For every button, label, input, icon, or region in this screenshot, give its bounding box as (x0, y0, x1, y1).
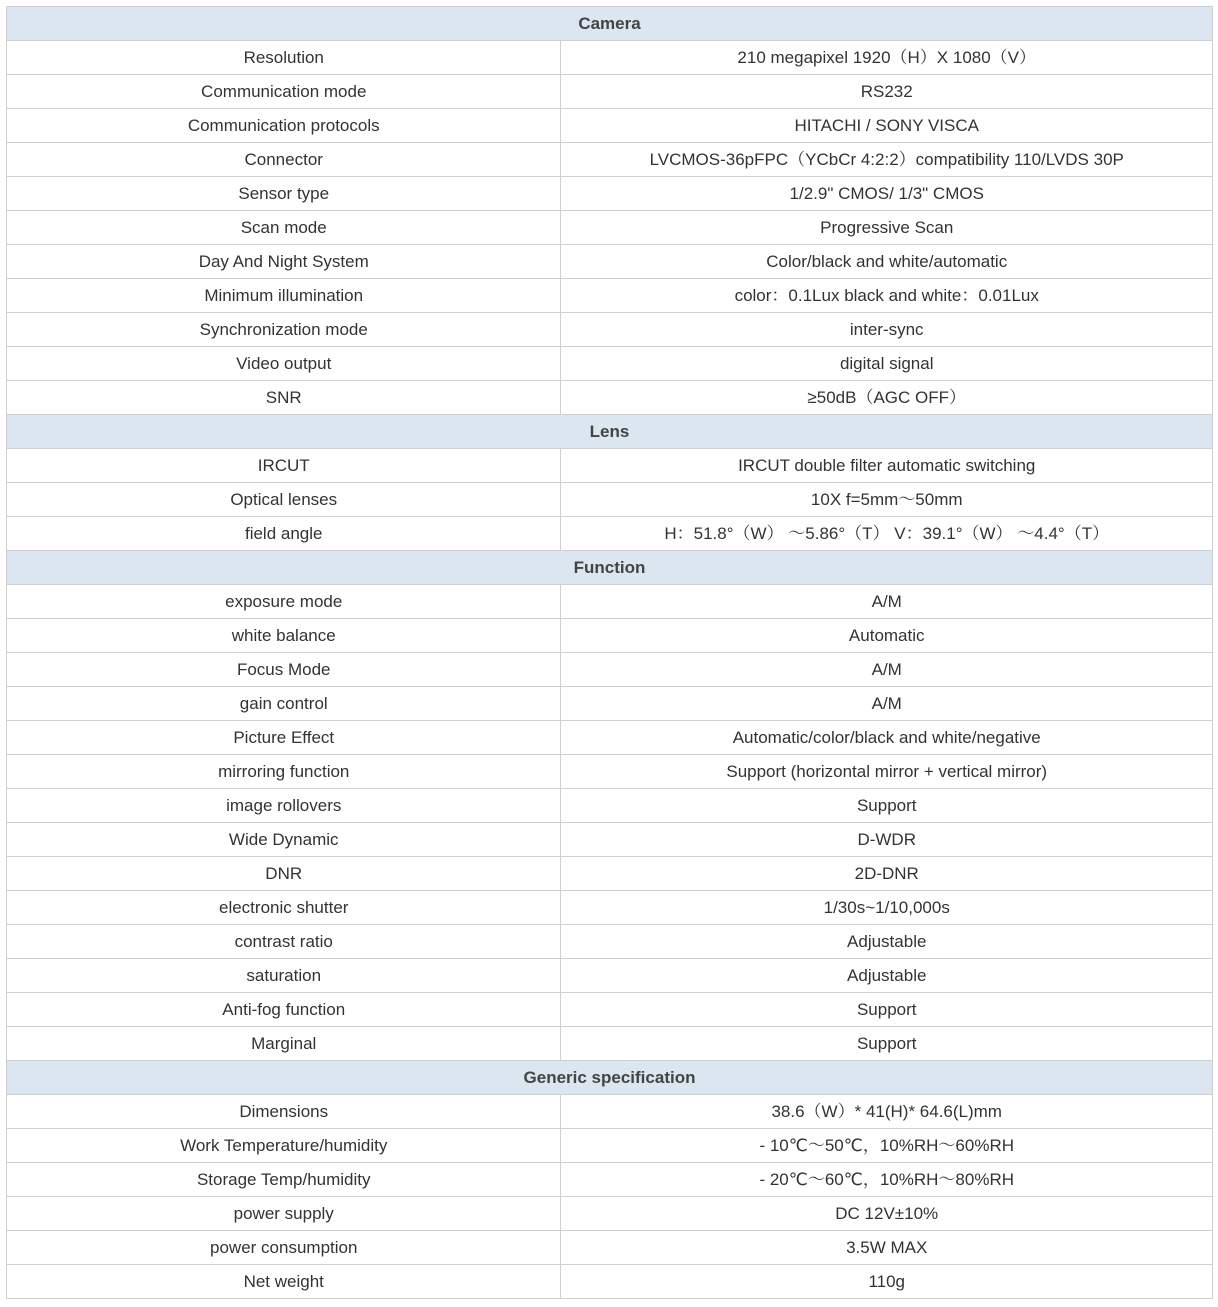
spec-label: Video output (7, 347, 561, 381)
spec-label: Anti-fog function (7, 993, 561, 1027)
spec-value: - 20℃～60℃，10%RH～80%RH (561, 1163, 1213, 1197)
section-title: Generic specification (7, 1061, 1213, 1095)
spec-label: DNR (7, 857, 561, 891)
spec-row (7, 483, 1213, 517)
spec-label: Optical lenses (7, 483, 561, 517)
spec-label: Picture Effect (7, 721, 561, 755)
spec-value: RS232 (561, 75, 1213, 109)
spec-label: Storage Temp/humidity (7, 1163, 561, 1197)
spec-row (7, 925, 1213, 959)
spec-row (7, 653, 1213, 687)
spec-table (6, 6, 1213, 1299)
spec-label: Day And Night System (7, 245, 561, 279)
spec-row (7, 993, 1213, 1027)
spec-row (7, 585, 1213, 619)
spec-label: Marginal (7, 1027, 561, 1061)
spec-row (7, 1129, 1213, 1163)
spec-row (7, 857, 1213, 891)
spec-label: Connector (7, 143, 561, 177)
spec-row (7, 891, 1213, 925)
spec-value: Adjustable (561, 925, 1213, 959)
spec-label: contrast ratio (7, 925, 561, 959)
spec-value: 2D-DNR (561, 857, 1213, 891)
spec-label: Scan mode (7, 211, 561, 245)
spec-label: power supply (7, 1197, 561, 1231)
spec-label: Communication protocols (7, 109, 561, 143)
spec-value: DC 12V±10% (561, 1197, 1213, 1231)
spec-label: Dimensions (7, 1095, 561, 1129)
spec-row (7, 381, 1213, 415)
spec-value: Support (561, 1027, 1213, 1061)
spec-label: IRCUT (7, 449, 561, 483)
spec-value: IRCUT double filter automatic switching (561, 449, 1213, 483)
spec-row (7, 1265, 1213, 1299)
spec-row (7, 109, 1213, 143)
spec-label: Synchronization mode (7, 313, 561, 347)
spec-value: ≥50dB（AGC OFF） (561, 381, 1213, 415)
spec-value: HITACHI / SONY VISCA (561, 109, 1213, 143)
spec-row (7, 279, 1213, 313)
section-header-row-lens (7, 415, 1213, 449)
spec-value: Support (561, 993, 1213, 1027)
spec-row (7, 1163, 1213, 1197)
spec-value: Support (horizontal mirror + vertical mirror) (561, 755, 1213, 789)
spec-row (7, 959, 1213, 993)
section-title: Camera (7, 7, 1213, 41)
spec-value: Support (561, 789, 1213, 823)
spec-row (7, 41, 1213, 75)
spec-label: Work Temperature/humidity (7, 1129, 561, 1163)
spec-value: A/M (561, 687, 1213, 721)
spec-value: 3.5W MAX (561, 1231, 1213, 1265)
spec-value: 210 megapixel 1920（H）X 1080（V） (561, 41, 1213, 75)
spec-label: Focus Mode (7, 653, 561, 687)
spec-value: LVCMOS-36pFPC（YCbCr 4:2:2）compatibility 110/LVDS 30P (561, 143, 1213, 177)
spec-value: digital signal (561, 347, 1213, 381)
spec-value: color：0.1Lux black and white：0.01Lux (561, 279, 1213, 313)
section-header-row-function (7, 551, 1213, 585)
spec-row (7, 211, 1213, 245)
spec-value: 1/2.9" CMOS/ 1/3" CMOS (561, 177, 1213, 211)
spec-row (7, 1027, 1213, 1061)
spec-value: Automatic (561, 619, 1213, 653)
spec-label: gain control (7, 687, 561, 721)
spec-row (7, 245, 1213, 279)
spec-row (7, 177, 1213, 211)
spec-row (7, 687, 1213, 721)
spec-row (7, 143, 1213, 177)
spec-row (7, 619, 1213, 653)
spec-row (7, 517, 1213, 551)
spec-label: saturation (7, 959, 561, 993)
section-header-row-camera (7, 7, 1213, 41)
spec-label: exposure mode (7, 585, 561, 619)
spec-label: Net weight (7, 1265, 561, 1299)
spec-label: Minimum illumination (7, 279, 561, 313)
spec-label: Sensor type (7, 177, 561, 211)
spec-row (7, 789, 1213, 823)
spec-value: A/M (561, 585, 1213, 619)
spec-value: 38.6（W）* 41(H)* 64.6(L)mm (561, 1095, 1213, 1129)
spec-label: Resolution (7, 41, 561, 75)
spec-value: A/M (561, 653, 1213, 687)
spec-value: 10X f=5mm～50mm (561, 483, 1213, 517)
spec-row (7, 755, 1213, 789)
spec-label: image rollovers (7, 789, 561, 823)
spec-value: D-WDR (561, 823, 1213, 857)
spec-row (7, 347, 1213, 381)
spec-label: Wide Dynamic (7, 823, 561, 857)
spec-label: mirroring function (7, 755, 561, 789)
spec-row (7, 75, 1213, 109)
spec-table-body (7, 7, 1213, 1299)
spec-value: 110g (561, 1265, 1213, 1299)
spec-row (7, 449, 1213, 483)
spec-value: H：51.8°（W） ～5.86°（T） V：39.1°（W） ～4.4°（T） (561, 517, 1213, 551)
spec-label: power consumption (7, 1231, 561, 1265)
spec-value: - 10℃～50℃，10%RH～60%RH (561, 1129, 1213, 1163)
spec-label: white balance (7, 619, 561, 653)
spec-value: Automatic/color/black and white/negative (561, 721, 1213, 755)
spec-row (7, 1197, 1213, 1231)
spec-value: Adjustable (561, 959, 1213, 993)
spec-row (7, 1231, 1213, 1265)
section-title: Lens (7, 415, 1213, 449)
section-title: Function (7, 551, 1213, 585)
spec-label: field angle (7, 517, 561, 551)
spec-value: inter-sync (561, 313, 1213, 347)
spec-row (7, 823, 1213, 857)
spec-row (7, 313, 1213, 347)
spec-label: electronic shutter (7, 891, 561, 925)
section-header-row-generic-specification (7, 1061, 1213, 1095)
spec-value: Progressive Scan (561, 211, 1213, 245)
spec-row (7, 1095, 1213, 1129)
spec-value: 1/30s~1/10,000s (561, 891, 1213, 925)
spec-label: SNR (7, 381, 561, 415)
spec-value: Color/black and white/automatic (561, 245, 1213, 279)
spec-row (7, 721, 1213, 755)
spec-label: Communication mode (7, 75, 561, 109)
